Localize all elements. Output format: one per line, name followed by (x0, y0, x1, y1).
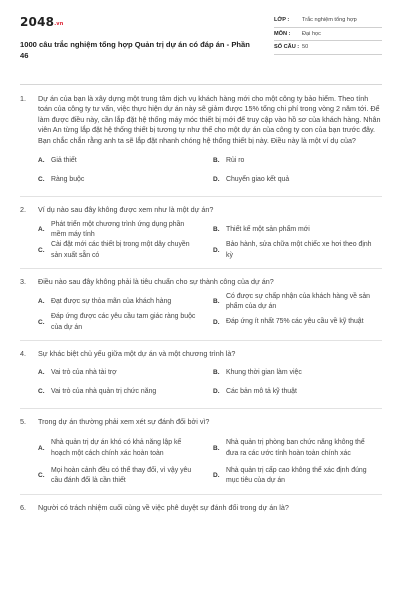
question-divider (20, 268, 382, 269)
answer-text: Bảo hành, sửa chữa một chiếc xe hơi theo định kỳ (226, 241, 372, 259)
answer-text: Phát triển một chương trình ứng dụng phần mềm máy tính (51, 220, 185, 238)
answer-text: Nhà quản trị cấp cao không thể xác định đúng mục tiêu của dự án (226, 466, 367, 485)
meta-row-class (274, 14, 382, 28)
question-3 (20, 277, 382, 287)
answer-text: Cài đặt mới các thiết bị trong một dây chuyền sản xuất sẵn có (51, 241, 190, 259)
question-number: 4. (20, 348, 26, 358)
site-logo[interactable] (20, 14, 250, 31)
answers-1 (38, 151, 382, 189)
question-6 (20, 503, 382, 513)
answer-letter: D. (213, 175, 220, 183)
meta-row-subject (274, 28, 382, 42)
answer-letter: A. (38, 445, 45, 453)
answer-text: Nhà quản trị phòng ban chức năng không thể đưa ra các ước tính hoàn toàn chính xác (226, 439, 365, 457)
answer-letter: B. (213, 298, 220, 306)
answer-text: Vai trò của nhà quản trị chức năng (51, 387, 157, 395)
answer-letter: C. (38, 472, 45, 480)
answer-letter: D. (213, 388, 220, 396)
question-text: Sự khác biệt chủ yếu giữa một dự án và một chương trình là? (38, 348, 236, 358)
answer-letter: A. (38, 369, 45, 377)
question-divider (20, 494, 382, 495)
answer-option[interactable] (38, 240, 207, 261)
answer-text: Đạt được sự thỏa mãn của khách hàng (51, 297, 172, 305)
answer-text: Nhà quản trị dự án khó có khả năng lập kế hoạch một cách chính xác hoàn toàn (51, 439, 182, 457)
answer-text: Ràng buộc (51, 175, 85, 183)
answer-letter: A. (38, 298, 45, 306)
question-2 (20, 205, 382, 215)
document-title: 1000 câu trắc nghiệm tổng hợp Quản trị dự án có đáp án - Phần 46 (20, 40, 250, 61)
meta-label: MÔN : (274, 30, 291, 37)
answer-option[interactable] (38, 432, 207, 466)
answer-letter: B. (213, 226, 220, 234)
answer-letter: A. (38, 226, 45, 234)
answer-option[interactable] (213, 170, 382, 189)
answer-option[interactable] (38, 292, 207, 313)
question-body (38, 205, 382, 215)
question-text: Người có trách nhiệm cuối cùng về việc phê duyệt sự đánh đổi trong dự án là? (38, 502, 289, 512)
answer-letter: D. (213, 318, 220, 326)
meta-value: Đại học (302, 30, 321, 37)
answer-text: Vai trò của nhà tài trợ (51, 368, 117, 376)
answer-option[interactable] (213, 220, 382, 241)
answer-option[interactable] (38, 220, 207, 241)
answer-text: Giả thiết (51, 156, 77, 164)
answer-text: Thiết kế một sản phẩm mới (226, 225, 310, 233)
answer-letter: D. (213, 472, 220, 480)
question-divider (20, 408, 382, 409)
answer-option[interactable] (38, 151, 207, 170)
answer-option[interactable] (213, 382, 382, 401)
answer-text: Đáp ứng ít nhất 75% các yêu cầu về kỹ thuật (226, 318, 364, 326)
meta-value: 50 (302, 44, 309, 51)
answer-option[interactable] (38, 170, 207, 189)
question-text: Điều nào sau đây không phải là tiêu chuẩn cho sự thành công của dự án? (38, 277, 274, 287)
question-number: 5. (20, 417, 26, 427)
answer-letter: C. (38, 388, 45, 396)
answers-3 (38, 292, 382, 333)
answer-letter: B. (213, 369, 220, 377)
question-4 (20, 349, 382, 359)
question-text: Dự án của bạn là xây dựng một trung tâm dịch vụ khách hàng mới cho một công ty bảo hiểm. Theo tính toán của công ty tư vấn, việc thực hiện dự án này sẽ giảm được 15% tổng chi phí trong vòng 2 năm tới. Để làm được điều này, cần lắp đặt hệ thống máy móc thiết bị mới để truy cập vào hồ sơ của khách hàng. Nhân viên An từng lắp đặt hệ thống thiết bị tương tự như thế cho một dự án của công ty con của bạn trước đây. Bạn chắc chắn rằng anh ta sẽ lắp đặt nhanh chóng hệ thống thiết bị này. Điều này là một ví dụ của? (38, 94, 381, 145)
meta-row-count (274, 41, 382, 55)
question-divider (20, 340, 382, 341)
answer-option[interactable] (213, 292, 382, 313)
answer-option[interactable] (38, 312, 207, 333)
header-divider (20, 84, 382, 85)
question-1 (20, 94, 382, 146)
answer-text: Đáp ứng được các yêu cầu tam giác ràng buộc của dự án (51, 313, 196, 331)
header-left (20, 14, 250, 74)
question-body (38, 94, 382, 146)
answer-text: Các bản mô tả kỹ thuật (226, 387, 297, 395)
answer-option[interactable] (38, 382, 207, 401)
question-body (38, 277, 382, 287)
answer-option[interactable] (38, 363, 207, 382)
question-divider (20, 196, 382, 197)
answer-text: Chuyển giao kết quả (226, 175, 290, 183)
question-number: 2. (20, 205, 26, 215)
answer-text: Rủi ro (226, 156, 245, 164)
answer-letter: B. (213, 156, 220, 164)
answer-option[interactable] (213, 240, 382, 261)
answer-letter: D. (213, 246, 220, 254)
question-5 (20, 417, 382, 427)
question-number: 6. (20, 502, 26, 512)
question-number: 3. (20, 277, 26, 287)
answer-option[interactable] (213, 312, 382, 333)
answer-text: Khung thời gian làm việc (226, 368, 302, 376)
answer-option[interactable] (213, 466, 382, 487)
answer-option[interactable] (213, 432, 382, 466)
question-body (38, 417, 382, 427)
question-text: Ví dụ nào sau đây không được xem như là một dự án? (38, 205, 214, 215)
answer-letter: B. (213, 445, 220, 453)
answer-letter: C. (38, 246, 45, 254)
answer-letter: A. (38, 156, 45, 164)
answer-text: Mọi hoàn cảnh đều có thể thay đổi, vì vậy yêu cầu đánh đổi là cần thiết (51, 466, 192, 485)
question-number: 1. (20, 94, 26, 103)
answer-letter: C. (38, 175, 45, 183)
question-body (38, 503, 382, 513)
answers-5 (38, 432, 382, 487)
meta-label: SỐ CÂU : (274, 44, 300, 51)
header (20, 14, 382, 74)
answer-text: Có được sự chấp nhận của khách hàng về sản phẩm của dự án (226, 292, 370, 310)
answer-option[interactable] (38, 466, 207, 487)
logo-main: 2048 (20, 15, 55, 29)
meta-label: LỚP : (274, 17, 290, 24)
logo-suffix: .vn (54, 21, 64, 27)
meta-table (274, 14, 382, 74)
question-body (38, 349, 382, 359)
answer-option[interactable] (213, 363, 382, 382)
question-text: Trong dự án thường phải xem xét sự đánh đổi bởi vì? (38, 417, 210, 427)
answer-option[interactable] (213, 151, 382, 170)
answers-4 (38, 363, 382, 401)
answer-letter: C. (38, 318, 45, 326)
meta-value: Trắc nghiệm tổng hợp (302, 17, 357, 24)
answers-2 (38, 220, 382, 261)
